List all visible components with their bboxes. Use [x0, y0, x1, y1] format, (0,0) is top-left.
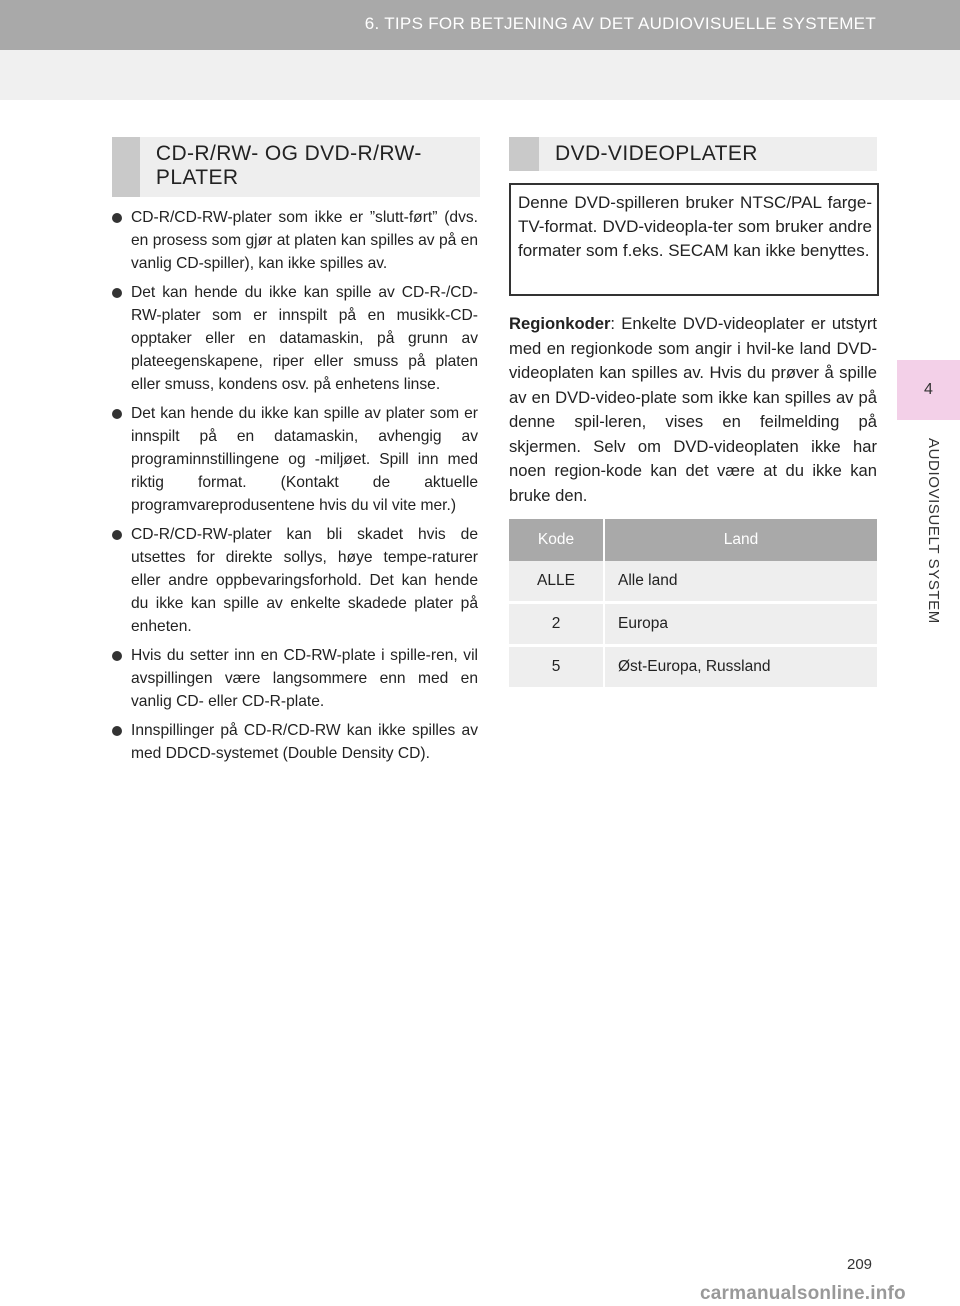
- list-item: [112, 719, 478, 765]
- bullet-icon: [112, 530, 122, 540]
- chapter-side-label: AUDIOVISUELT SYSTEM: [925, 438, 942, 624]
- bullet-icon: [112, 409, 122, 419]
- bullet-icon: [112, 651, 122, 661]
- heading-marker: [112, 137, 140, 197]
- list-item: [112, 644, 478, 713]
- list-item-text: Det kan hende du ikke kan spille av plater som er innspilt på en datamaskin, avhengig av programinnstillingene og -miljøet. Spill inn med riktig format. (Kontakt de aktuelle programvareprodusentene hvis du vil vite mer.): [131, 405, 478, 514]
- bullet-icon: [112, 288, 122, 298]
- column-header-land: Land: [604, 519, 877, 561]
- heading-marker: [509, 137, 539, 171]
- cd-notes-list: [112, 206, 478, 771]
- watermark: carmanualsonline.info: [700, 1283, 906, 1304]
- table-cell-code: 2: [509, 603, 604, 646]
- region-code-paragraph: [509, 312, 877, 508]
- section-heading-text: DVD-VIDEOPLATER: [555, 142, 758, 165]
- table-row: [509, 646, 877, 689]
- format-info-box: Denne DVD-spilleren bruker NTSC/PAL farge-TV-format. DVD-videopla-ter som bruker andre formater som f.eks. SECAM kan ikke benyttes.: [509, 183, 879, 296]
- table-row: [509, 603, 877, 646]
- table-cell-code: 5: [509, 646, 604, 689]
- list-item: [112, 206, 478, 275]
- table-header-row: [509, 519, 877, 561]
- chapter-header-bar: [0, 0, 960, 50]
- region-code-text: : Enkelte DVD-videoplater er utstyrt med en regionkode som angir i hvil-ke land DVD-videoplaten kan spilles av. Hvis du prøver å spille av en DVD-video-plate som ikke kan spilles av på denne spil-leren, vises en feilmelding på skjermen. Selv om DVD-videoplaten ikke har noen region-kode kan det være at du ikke kan bruke den.: [509, 314, 877, 505]
- table-cell-land: Øst-Europa, Russland: [604, 646, 877, 689]
- bullet-icon: [112, 726, 122, 736]
- region-code-table: [509, 519, 877, 690]
- list-item-text: CD-R/CD-RW-plater kan bli skadet hvis de utsettes for direkte sollys, høye tempe-raturer eller andre oppbevaringsforhold. Det kan hende du ikke kan spille av enkelte skadede plater på enheten.: [131, 526, 478, 635]
- list-item-text: Hvis du setter inn en CD-RW-plate i spille-ren, vil avspillingen være langsommere enn med en vanlig CD- eller CD-R-plate.: [131, 647, 478, 710]
- list-item: [112, 281, 478, 396]
- bullet-icon: [112, 213, 122, 223]
- section-heading-dvd: [509, 137, 877, 171]
- page-number: 209: [847, 1256, 873, 1273]
- table-row: [509, 561, 877, 603]
- chapter-number: 4: [924, 381, 933, 398]
- list-item-text: CD-R/CD-RW-plater som ikke er ”slutt-ført” (dvs. en prosess som gjør at platen kan spilles av på en vanlig CD-spiller), kan ikke spilles av.: [131, 209, 478, 272]
- section-heading-cd: [112, 137, 480, 197]
- table-cell-code: ALLE: [509, 561, 604, 603]
- table-cell-land: Alle land: [604, 561, 877, 603]
- list-item-text: Det kan hende du ikke kan spille av CD-R-/CD-RW-plater som er innspilt på en musikk-CD-opptaker eller en datamaskin, på grunn av plateegenskapene, riper eller smuss på platen eller smuss, kondens osv. på enhetens linse.: [131, 284, 478, 393]
- region-code-label: Regionkoder: [509, 314, 611, 333]
- chapter-title: 6. TIPS FOR BETJENING AV DET AUDIOVISUELLE SYSTEMET: [364, 14, 876, 33]
- list-item: [112, 402, 478, 517]
- list-item-text: Innspillinger på CD-R/CD-RW kan ikke spilles av med DDCD-systemet (Double Density CD).: [131, 722, 478, 762]
- column-header-code: Kode: [509, 519, 604, 561]
- chapter-tab: [897, 360, 960, 420]
- table-cell-land: Europa: [604, 603, 877, 646]
- section-heading-text: CD-R/RW- OG DVD-R/RW-PLATER: [155, 142, 422, 189]
- list-item: [112, 523, 478, 638]
